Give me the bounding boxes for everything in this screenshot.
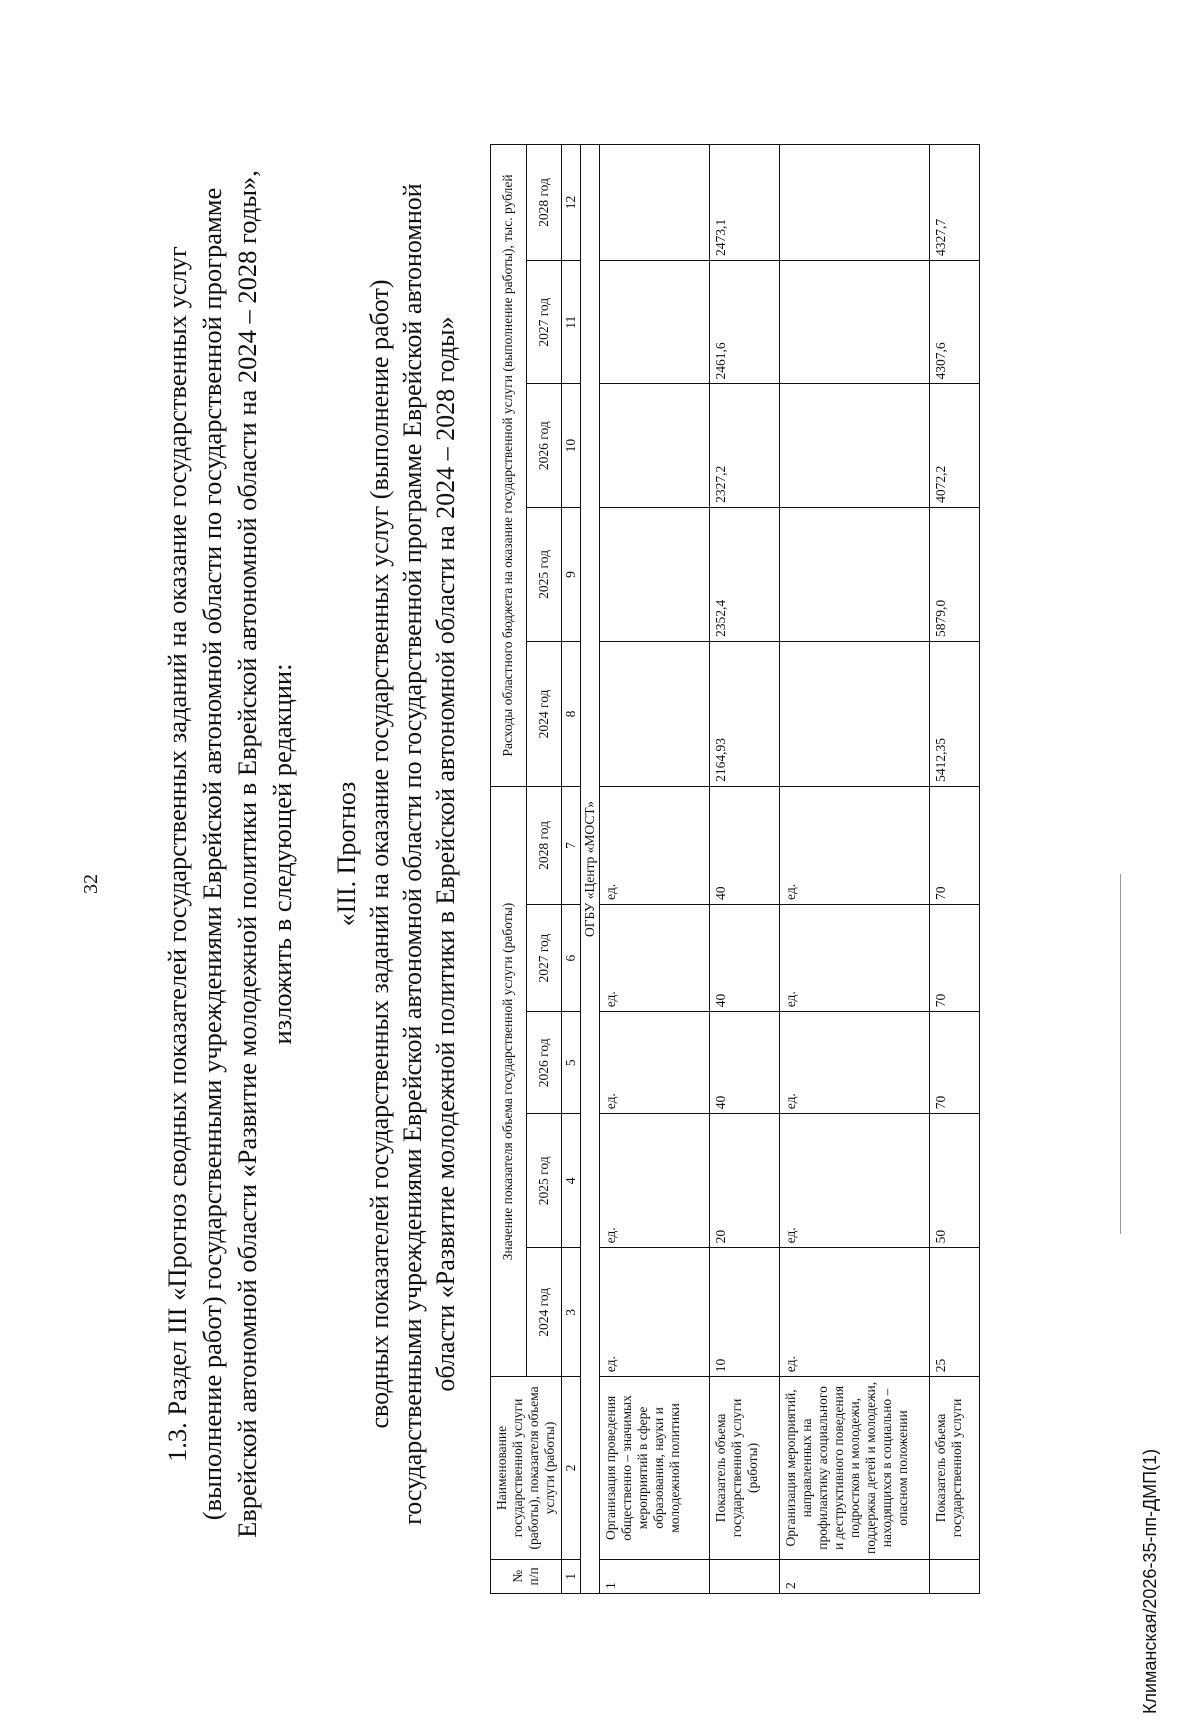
footer-divider — [1120, 874, 1121, 1234]
cell — [780, 145, 930, 261]
row-num: 1 — [600, 1559, 710, 1593]
cell: ед. — [780, 786, 930, 904]
column-number: 2 — [562, 1377, 581, 1559]
column-number-row — [562, 145, 581, 1594]
intro-line: 1.3. Раздел III «Прогноз сводных показателей государственных заданий на оказание государственных услуг — [162, 246, 192, 1462]
column-number: 5 — [562, 1012, 581, 1114]
column-number: 7 — [562, 786, 581, 904]
header-row — [491, 145, 527, 1594]
cell: ед. — [600, 1114, 710, 1248]
cell — [780, 642, 930, 787]
column-number: 6 — [562, 904, 581, 1011]
table-row — [930, 145, 980, 1594]
cell: 40 — [710, 786, 780, 904]
cell: ед. — [780, 1114, 930, 1248]
table-row — [710, 145, 780, 1594]
cell — [780, 384, 930, 507]
section-title — [330, 104, 462, 1604]
forecast-table — [490, 144, 980, 1594]
cell: 40 — [710, 1012, 780, 1114]
table-row — [600, 145, 710, 1594]
header-years-row — [526, 145, 562, 1594]
cell: 2461,6 — [710, 261, 780, 384]
column-number: 8 — [562, 642, 581, 787]
cell: 2473,1 — [710, 145, 780, 261]
cell: 5879,0 — [930, 507, 980, 641]
row-name: Организация проведения общественно – значимых мероприятий в сфере образования, науки и молодежной политики — [600, 1377, 710, 1559]
header-year: 2024 год — [526, 1248, 562, 1377]
cell — [600, 507, 710, 641]
cell: 20 — [710, 1114, 780, 1248]
cell: 10 — [710, 1248, 780, 1377]
row-num: 2 — [780, 1559, 930, 1593]
table-row — [780, 145, 930, 1594]
row-num — [930, 1559, 980, 1593]
header-year: 2027 год — [526, 904, 562, 1011]
cell: 70 — [930, 1012, 980, 1114]
row-num — [710, 1559, 780, 1593]
header-num: № п/п — [491, 1559, 562, 1593]
intro-line: (выполнение работ) государственными учреждениями Еврейской автономной области по государственной программе — [197, 187, 227, 1521]
cell — [600, 642, 710, 787]
header-budget-group: Расходы областного бюджета на оказание государственной услуги (выполнение работы), тыс. рублей — [491, 145, 527, 787]
column-number: 11 — [562, 261, 581, 384]
cell: ед. — [780, 1012, 930, 1114]
cell: ед. — [600, 1248, 710, 1377]
document-id: Климанская/2026-35-пп-ДМП(1) — [1140, 1448, 1160, 1714]
cell: 4327,7 — [930, 145, 980, 261]
header-year: 2028 год — [526, 145, 562, 261]
column-number: 1 — [562, 1559, 581, 1593]
cell: ед. — [780, 1248, 930, 1377]
cell: ед. — [600, 1012, 710, 1114]
row-name: Организация мероприятий, направленных на профилактику асоциального и деструктивного поведения подростков и молодежи, поддержка детей и молодежи, находящихся в социально – опасном положении — [780, 1377, 930, 1559]
row-name: Показатель объема государственной услуги (работы) — [710, 1377, 780, 1559]
cell: 70 — [930, 904, 980, 1011]
header-name: Наименование государственной услуги (работы), показателя объема услуги (работы) — [491, 1377, 562, 1559]
cell: ед. — [600, 904, 710, 1011]
org-row — [581, 145, 600, 1594]
cell: 5412,35 — [930, 642, 980, 787]
page-number: 32 — [80, 874, 102, 894]
cell: 2327,2 — [710, 384, 780, 507]
cell — [600, 261, 710, 384]
column-number: 9 — [562, 507, 581, 641]
header-volume-group: Значение показателя объема государственной услуги (работы) — [491, 786, 527, 1376]
header-year: 2026 год — [526, 1012, 562, 1114]
cell — [600, 145, 710, 261]
cell: ед. — [600, 786, 710, 904]
column-number: 10 — [562, 384, 581, 507]
section-line: «III. Прогноз — [332, 781, 361, 927]
cell — [780, 261, 930, 384]
header-year: 2026 год — [526, 384, 562, 507]
cell: ед. — [780, 904, 930, 1011]
intro-line: изложить в следующей редакции: — [267, 663, 297, 1045]
header-year: 2027 год — [526, 261, 562, 384]
section-line: государственными учреждениями Еврейской автономной области по государственной программе Еврейской автономной — [398, 183, 427, 1525]
cell: 25 — [930, 1248, 980, 1377]
column-number: 3 — [562, 1248, 581, 1377]
cell: 2164,93 — [710, 642, 780, 787]
cell — [600, 384, 710, 507]
header-year: 2025 год — [526, 1114, 562, 1248]
header-year: 2025 год — [526, 507, 562, 641]
intro-line: Еврейской автономной области «Развитие молодежной политики в Еврейской автономной области на 2024 – 2028 годы», — [232, 170, 262, 1538]
cell: 40 — [710, 904, 780, 1011]
header-year: 2024 год — [526, 642, 562, 787]
header-year: 2028 год — [526, 786, 562, 904]
section-line: области «Развитие молодежной политики в Еврейской автономной области на 2024 – 2028 годы» — [431, 316, 460, 1392]
intro-paragraph — [160, 129, 300, 1579]
org-name: ОГБУ «Центр «МОСТ» — [581, 145, 600, 1594]
cell: 70 — [930, 786, 980, 904]
cell: 4072,2 — [930, 384, 980, 507]
section-line: сводных показателей государственных заданий на оказание государственных услуг (выполнение работ) — [365, 279, 394, 1429]
row-name: Показатель объема государственной услуги — [930, 1377, 980, 1559]
cell — [780, 507, 930, 641]
column-number: 4 — [562, 1114, 581, 1248]
cell: 2352,4 — [710, 507, 780, 641]
cell: 4307,6 — [930, 261, 980, 384]
cell: 50 — [930, 1114, 980, 1248]
column-number: 12 — [562, 145, 581, 261]
